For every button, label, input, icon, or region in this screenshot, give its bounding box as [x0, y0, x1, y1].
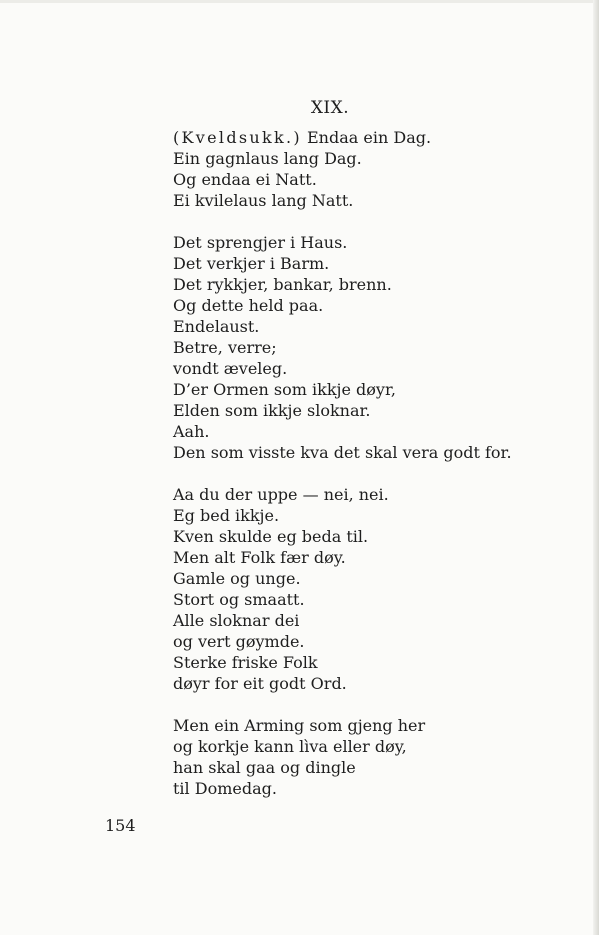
poem-heading: XIX. [310, 98, 350, 118]
poem-line: Og dette held paa. [173, 296, 324, 315]
poem-line: Og endaa ei Natt. [173, 170, 317, 189]
poem-line: og vert gøymde. [173, 632, 305, 651]
page-number: 154 [105, 816, 136, 835]
poem-line: vondt æveleg. [173, 359, 288, 378]
poem-line: og korkje kann lìva eller døy, [173, 737, 407, 756]
poem-line: Stort og smaatt. [173, 590, 305, 609]
poem-line: til Domedag. [173, 779, 277, 798]
poem-line: Kven skulde eg beda til. [173, 527, 369, 546]
poem-line: Den som visste kva det skal vera godt for. [173, 443, 512, 462]
poem-body [173, 127, 593, 799]
stanza-break [173, 694, 593, 715]
poem-line: Det verkjer i Barm. [173, 254, 330, 273]
poem-line: Ein gagnlaus lang Dag. [173, 149, 362, 168]
poem-line: Gamle og unge. [173, 569, 301, 588]
poem-line-text: Endaa ein Dag. [301, 128, 432, 147]
page-top-edge [0, 0, 599, 3]
poem-line: han skal gaa og dingle [173, 758, 356, 777]
poem-line: Aah. [173, 422, 210, 441]
poem-line: Eg bed ikkje. [173, 506, 280, 525]
stanza-break [173, 211, 593, 232]
poem-line: D’er Ormen som ikkje døyr, [173, 380, 396, 399]
poem-line: Men alt Folk fær døy. [173, 548, 346, 567]
poem-line [173, 127, 593, 148]
poem-line: Det rykkjer, bankar, brenn. [173, 275, 392, 294]
poem-line: Betre, verre; [173, 338, 277, 357]
poem-line: Det sprengjer i Haus. [173, 233, 348, 252]
poem-line: Aa du der uppe — nei, nei. [173, 485, 389, 504]
poem-line: Men ein Arming som gjeng her [173, 716, 426, 735]
poem-line: døyr for eit godt Ord. [173, 674, 347, 693]
page-right-edge [593, 0, 599, 935]
stanza-break [173, 463, 593, 484]
poem-line: Ei kvilelaus lang Natt. [173, 191, 354, 210]
poem-subtitle: (Kveldsukk.) [173, 128, 302, 147]
poem-line: Sterke friske Folk [173, 653, 318, 672]
poem-line: Elden som ikkje sloknar. [173, 401, 371, 420]
poem-line: Endelaust. [173, 317, 260, 336]
poem-line: Alle sloknar dei [173, 611, 300, 630]
